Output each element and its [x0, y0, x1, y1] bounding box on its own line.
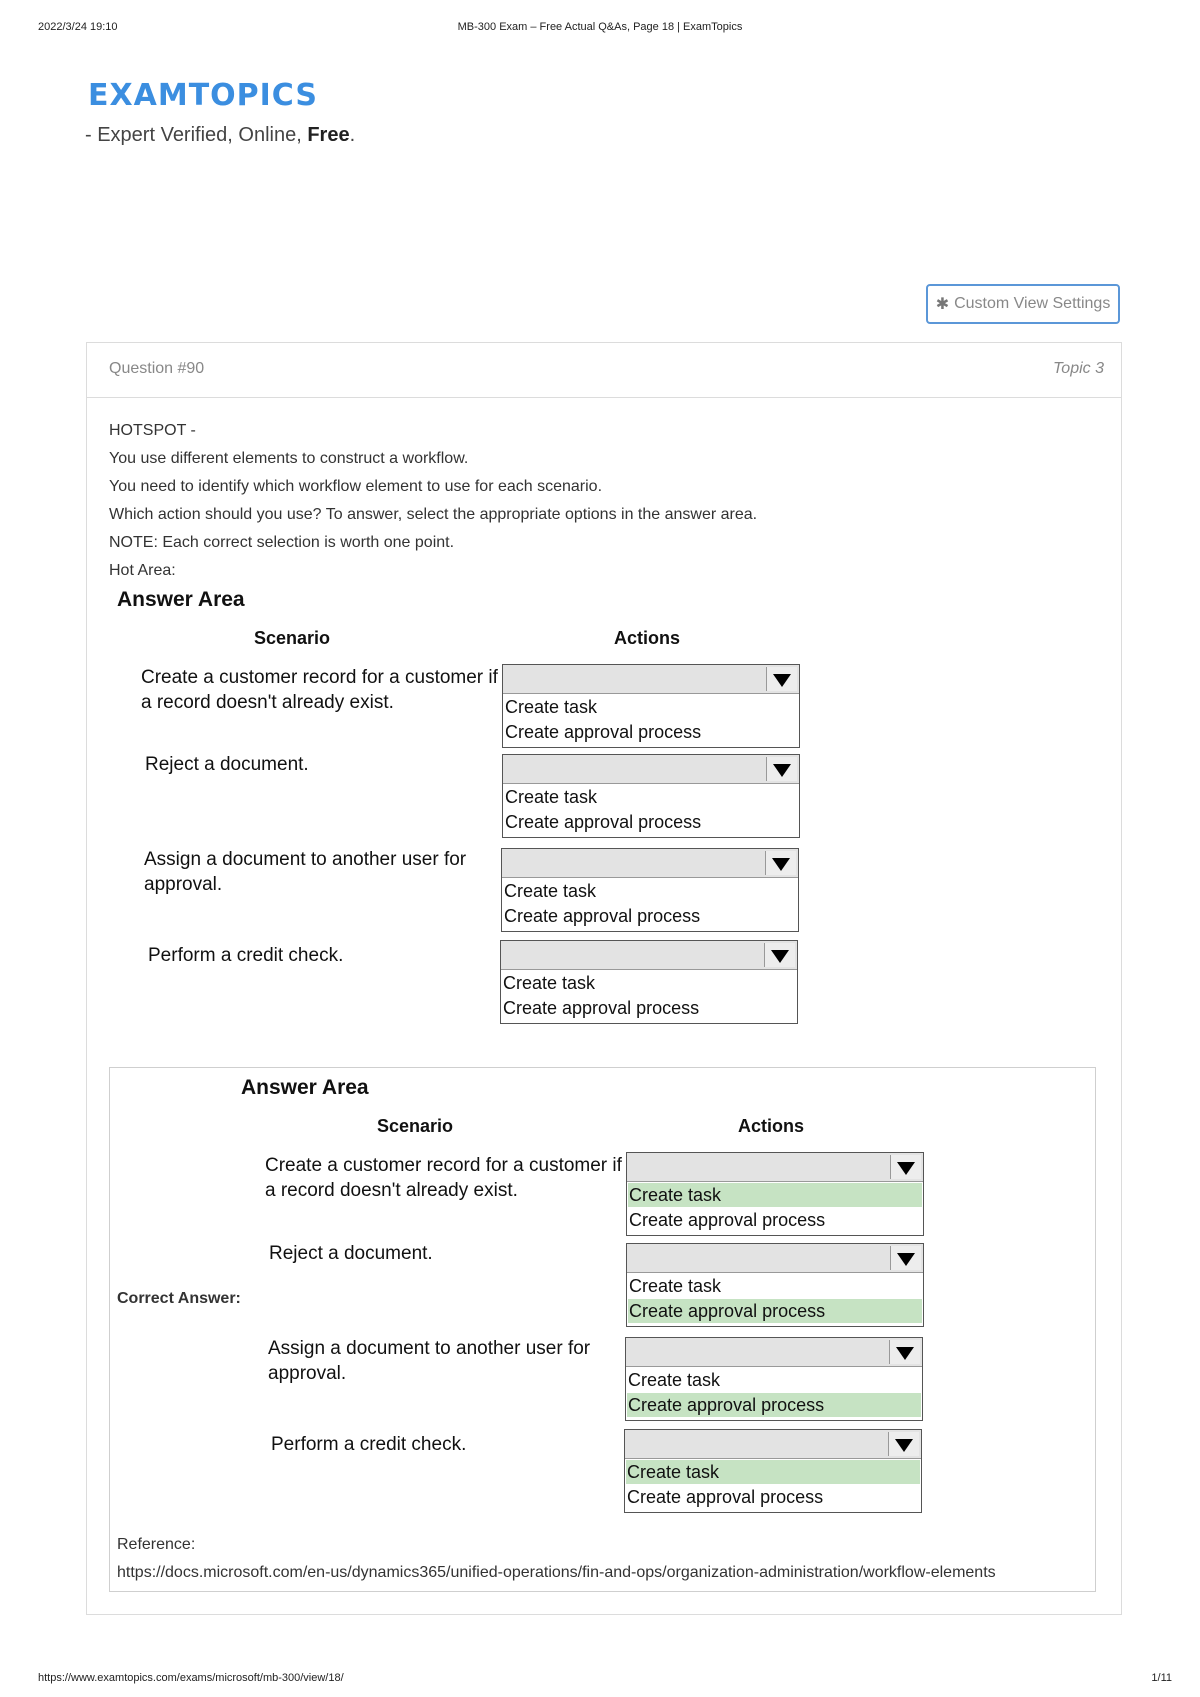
question-line: You need to identify which workflow element to use for each scenario.: [109, 478, 603, 495]
answer-scenario-2: [269, 1241, 433, 1266]
dropdown-bar: [501, 941, 797, 970]
dropdown-option[interactable]: Create task: [505, 787, 598, 807]
chevron-down-icon[interactable]: [889, 1340, 920, 1364]
question-number: Question #90: [109, 360, 205, 377]
dropdown-option[interactable]: Create task: [505, 697, 598, 717]
gear-icon: ✱: [935, 296, 950, 313]
answer-dropdown-2[interactable]: [626, 1243, 924, 1327]
chevron-down-icon[interactable]: [764, 943, 795, 967]
scenario-text: approval.: [268, 1363, 347, 1384]
chevron-down-icon[interactable]: [766, 757, 797, 781]
answer-scenario-header: Scenario: [377, 1116, 454, 1136]
hot-scenario-2: [145, 752, 309, 777]
tagline-suffix: .: [349, 124, 356, 146]
hot-area-title: Answer Area: [117, 588, 245, 611]
answer-dropdown-1[interactable]: [626, 1152, 924, 1236]
answer-dropdown-4[interactable]: [624, 1429, 922, 1513]
question-line: Which action should you use? To answer, select the appropriate options in the answer area.: [109, 506, 758, 523]
question-line: HOTSPOT -: [109, 422, 196, 439]
scenario-text: Reject a document.: [269, 1243, 433, 1264]
question-line: Hot Area:: [109, 562, 176, 579]
dropdown-option-selected[interactable]: Create task: [628, 1183, 922, 1207]
scenario-text: a record doesn't already exist.: [141, 692, 394, 713]
question-topic: Topic 3: [1053, 360, 1104, 377]
tagline: [85, 124, 355, 147]
reference-label: Reference:: [117, 1536, 196, 1553]
dropdown-option[interactable]: Create approval process: [504, 906, 701, 926]
correct-answer-box: [109, 1067, 1096, 1592]
scenario-text: Perform a credit check.: [148, 945, 344, 966]
chevron-down-icon[interactable]: [890, 1246, 921, 1270]
dropdown-option[interactable]: Create approval process: [503, 998, 700, 1018]
scenario-text: Create a customer record for a customer if: [141, 667, 498, 688]
dropdown-option-selected[interactable]: Create approval process: [628, 1299, 922, 1323]
tagline-prefix: - Expert Verified, Online,: [85, 124, 308, 146]
hot-dropdown-4[interactable]: [500, 940, 798, 1024]
hot-dropdown-3[interactable]: [501, 848, 799, 932]
print-page-number: 1/11: [1151, 1672, 1172, 1684]
answer-actions-header: Actions: [738, 1116, 805, 1136]
dropdown-option[interactable]: Create task: [503, 973, 596, 993]
reference-link[interactable]: https://docs.microsoft.com/en-us/dynamics365/unified-operations/fin-and-ops/organization-administration/workflow-elements: [117, 1564, 996, 1581]
dropdown-bar: [625, 1430, 921, 1459]
tagline-bold: Free: [307, 124, 350, 146]
dropdown-option[interactable]: Create approval process: [627, 1487, 824, 1507]
hot-scenario-3: [144, 847, 466, 897]
hot-scenario-1: [141, 665, 498, 715]
hot-scenario-4: [148, 943, 343, 968]
dropdown-option[interactable]: Create task: [628, 1370, 721, 1390]
hot-area-scenario-header: Scenario: [254, 628, 331, 648]
dropdown-bar: [627, 1244, 923, 1273]
answer-area-title: Answer Area: [241, 1076, 369, 1099]
dropdown-bar: [503, 665, 799, 694]
scenario-text: approval.: [144, 874, 223, 895]
correct-answer-label: Correct Answer:: [117, 1290, 241, 1307]
question-line: NOTE: Each correct selection is worth one point.: [109, 534, 455, 551]
chevron-down-icon[interactable]: [888, 1432, 919, 1456]
print-title: MB-300 Exam – Free Actual Q&As, Page 18 | ExamTopics: [457, 21, 743, 33]
print-footer-url: https://www.examtopics.com/exams/microsoft/mb-300/view/18/: [38, 1672, 344, 1684]
custom-view-settings-label: Custom View Settings: [954, 295, 1111, 312]
dropdown-bar: [626, 1338, 922, 1367]
print-datetime: 2022/3/24 19:10: [38, 21, 118, 33]
chevron-down-icon[interactable]: [765, 851, 796, 875]
dropdown-option-selected[interactable]: Create approval process: [627, 1393, 921, 1417]
dropdown-option-selected[interactable]: Create task: [626, 1460, 920, 1484]
dropdown-bar: [503, 755, 799, 784]
question-line: You use different elements to construct a workflow.: [109, 450, 469, 467]
answer-scenario-4: [271, 1432, 466, 1457]
dropdown-bar: [627, 1153, 923, 1182]
dropdown-bar: [502, 849, 798, 878]
dropdown-option[interactable]: Create approval process: [629, 1210, 826, 1230]
question-card-header: [87, 343, 1121, 398]
chevron-down-icon[interactable]: [766, 667, 797, 691]
scenario-text: Assign a document to another user for: [144, 849, 467, 870]
answer-dropdown-3[interactable]: [625, 1337, 923, 1421]
dropdown-option[interactable]: Create task: [504, 881, 597, 901]
answer-scenario-1: [265, 1153, 622, 1203]
scenario-text: a record doesn't already exist.: [265, 1180, 518, 1201]
hot-dropdown-2[interactable]: [502, 754, 800, 838]
chevron-down-icon[interactable]: [890, 1155, 921, 1179]
examtopics-logo[interactable]: EXAMTOPICS: [88, 78, 318, 113]
dropdown-option[interactable]: Create task: [629, 1276, 722, 1296]
answer-scenario-3: [268, 1336, 590, 1386]
scenario-text: Reject a document.: [145, 754, 309, 775]
scenario-text: Assign a document to another user for: [268, 1338, 591, 1359]
dropdown-option[interactable]: Create approval process: [505, 722, 702, 742]
hot-dropdown-1[interactable]: [502, 664, 800, 748]
custom-view-settings-button[interactable]: [926, 284, 1120, 324]
dropdown-option[interactable]: Create approval process: [505, 812, 702, 832]
hot-area-actions-header: Actions: [614, 628, 681, 648]
scenario-text: Perform a credit check.: [271, 1434, 467, 1455]
scenario-text: Create a customer record for a customer if: [265, 1155, 622, 1176]
